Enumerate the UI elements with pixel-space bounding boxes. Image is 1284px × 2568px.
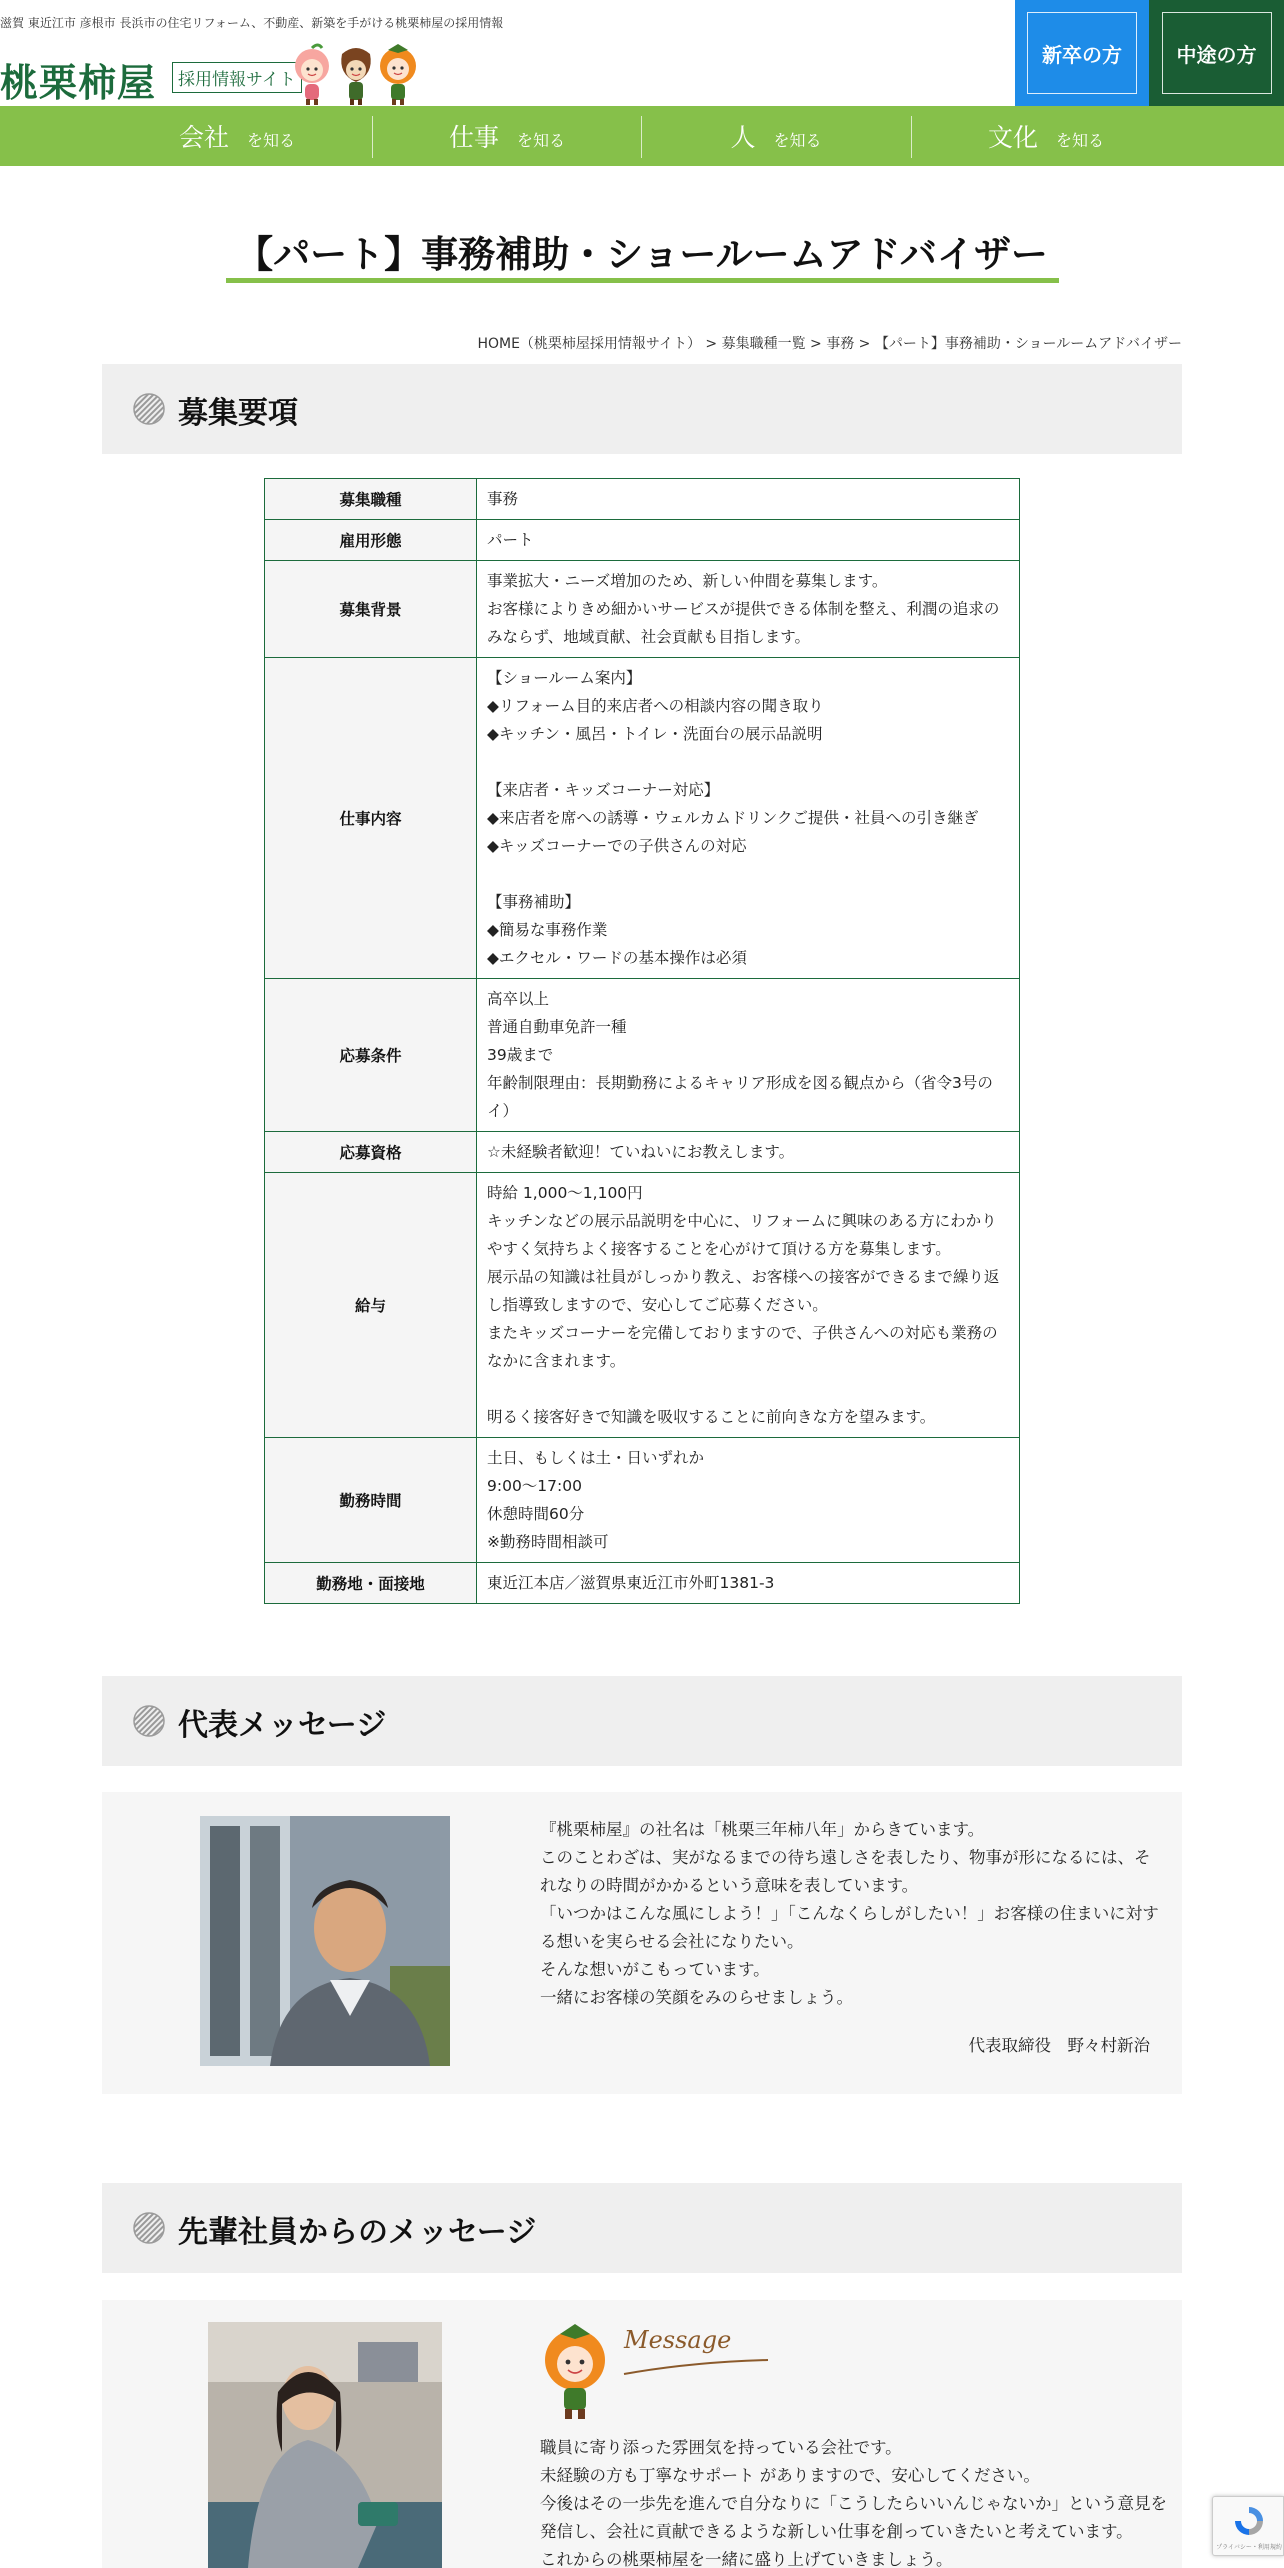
row-label: 応募資格 bbox=[265, 1132, 477, 1173]
row-label: 給与 bbox=[265, 1173, 477, 1438]
row-value-line: 事業拡大・ニーズ増加のため、新しい仲間を募集します。 bbox=[487, 572, 888, 590]
page-title: 【パート】事務補助・ショールームアドバイザー bbox=[236, 233, 1048, 276]
table-row bbox=[265, 479, 1020, 520]
nav-item-culture[interactable] bbox=[911, 106, 1181, 166]
row-value-line: ◆キッズコーナーでの子供さんの対応 bbox=[487, 837, 747, 855]
row-value-line: 土日、もしくは土・日いずれか bbox=[487, 1449, 705, 1467]
row-value bbox=[477, 979, 1020, 1132]
row-value-line: お客様によりきめ細かいサービスが提供できる体制を整え、利潤の追求のみならず、地域貢献、社会貢献も目指します。 bbox=[487, 600, 1000, 646]
mid-career-label[interactable]: 中途の方 bbox=[1162, 12, 1272, 94]
message-line: これからの桃栗柿屋を一緒に盛り上げていきましょう。 bbox=[540, 2550, 953, 2568]
row-value-line: パート bbox=[487, 531, 534, 549]
ceo-signature: 代表取締役 野々村新治 bbox=[968, 2036, 1150, 2055]
global-nav bbox=[0, 106, 1284, 166]
row-label: 仕事内容 bbox=[265, 658, 477, 979]
mascot-characters-icon bbox=[292, 40, 422, 106]
row-label: 雇用形態 bbox=[265, 520, 477, 561]
row-value-line: 休憩時間60分 bbox=[487, 1505, 585, 1523]
message-line: 「いつかはこんな風にしよう！」「こんなくらしがしたい！」お客様の住まいに対する想いを実らせる会社になりたい。 bbox=[540, 1904, 1159, 1951]
ceo-message-text bbox=[540, 1816, 1160, 2012]
mid-career-button[interactable] bbox=[1149, 0, 1284, 106]
recaptcha-badge[interactable] bbox=[1212, 2496, 1284, 2556]
row-value bbox=[477, 1438, 1020, 1563]
recruitment-table bbox=[264, 478, 1020, 1604]
new-graduate-button[interactable] bbox=[1015, 0, 1149, 106]
row-value-line bbox=[487, 748, 1009, 776]
section-title: 先輩社員からのメッセージ bbox=[178, 2215, 537, 2250]
site-tagline: 滋賀 東近江市 彦根市 長浜市の住宅リフォーム、不動産、新築を手がける桃栗柿屋の採用情報 bbox=[0, 16, 504, 30]
recaptcha-label[interactable]: プライバシー・利用規約 bbox=[1216, 2544, 1282, 2551]
nav-item-label: 文化 bbox=[987, 123, 1038, 152]
row-value-line: 【事務補助】 bbox=[487, 893, 581, 911]
table-row bbox=[265, 1173, 1020, 1438]
nav-item-sublabel: を知る bbox=[773, 130, 822, 150]
row-value bbox=[477, 658, 1020, 979]
row-value-line: ※勤務時間相談可 bbox=[487, 1533, 609, 1551]
row-value-line: ◆エクセル・ワードの基本操作は必須 bbox=[487, 949, 747, 967]
nav-item-sublabel: を知る bbox=[517, 130, 566, 150]
row-value-line bbox=[487, 1375, 1009, 1403]
senior-message-box bbox=[102, 2300, 1182, 2568]
row-value-line: 普通自動車免許一種 bbox=[487, 1018, 627, 1036]
senior-photo bbox=[208, 2322, 442, 2568]
nav-item-company[interactable] bbox=[102, 106, 372, 166]
row-label: 募集背景 bbox=[265, 561, 477, 658]
row-value bbox=[477, 520, 1020, 561]
row-value-line: ☆未経験者歓迎！ていねいにお教えします。 bbox=[487, 1143, 795, 1161]
section-title: 代表メッセージ bbox=[178, 1708, 387, 1743]
site-logo[interactable]: 桃栗柿屋 bbox=[0, 61, 157, 105]
nav-item-sublabel: を知る bbox=[1056, 130, 1105, 150]
table-row bbox=[265, 561, 1020, 658]
striped-circle-icon bbox=[132, 1704, 166, 1738]
row-value-line: 事務 bbox=[487, 490, 519, 508]
message-badge: Message bbox=[624, 2326, 732, 2354]
logo-subtitle: 採用情報サイト bbox=[172, 62, 302, 93]
table-row bbox=[265, 1438, 1020, 1563]
nav-item-work[interactable] bbox=[372, 106, 642, 166]
nav-item-label: 会社 bbox=[178, 123, 229, 152]
table-row bbox=[265, 658, 1020, 979]
row-value-line: 高卒以上 bbox=[487, 990, 550, 1008]
striped-circle-icon bbox=[132, 392, 166, 426]
message-line: 一緒にお客様の笑顔をみのらせましょう。 bbox=[540, 1988, 854, 2007]
row-value-line: キッチンなどの展示品説明を中心に、リフォームに興味のある方にわかりやすく気持ちよく接客することを心がけて頂ける方を募集します。 bbox=[487, 1212, 997, 1258]
nav-item-sublabel: を知る bbox=[247, 130, 296, 150]
message-line: そんな想いがこもっています。 bbox=[540, 1960, 770, 1979]
row-value bbox=[477, 1563, 1020, 1604]
section-title: 募集要項 bbox=[178, 396, 298, 431]
row-value-line: 時給 1,000～1,100円 bbox=[487, 1184, 643, 1202]
nav-item-people[interactable] bbox=[641, 106, 911, 166]
row-value-line: ◆来店者を席への誘導・ウェルカムドリンクご提供・社員への引き継ぎ bbox=[487, 809, 979, 827]
message-line: 職員に寄り添った雰囲気を持っている会社です。 bbox=[540, 2438, 902, 2457]
senior-message-text bbox=[540, 2434, 1176, 2568]
row-label: 応募条件 bbox=[265, 979, 477, 1132]
swash-decoration bbox=[622, 2358, 772, 2378]
row-value-line: ◆簡易な事務作業 bbox=[487, 921, 608, 939]
recaptcha-icon bbox=[1231, 2503, 1267, 2539]
persimmon-mascot-icon bbox=[538, 2322, 612, 2422]
message-line: 今後はその一歩先を進んで自分なりに「こうしたらいいんじゃないか」という意見を発信し、会社に貢献できるような新しい仕事を創っていきたいと考えています。 bbox=[540, 2494, 1167, 2541]
title-underline bbox=[226, 278, 1059, 283]
table-row bbox=[265, 979, 1020, 1132]
site-header bbox=[0, 0, 1284, 106]
row-value-line: 東近江本店／滋賀県東近江市外町1381-3 bbox=[487, 1574, 775, 1592]
nav-item-label: 人 bbox=[730, 123, 756, 152]
row-value-line: ◆キッチン・風呂・トイレ・洗面台の展示品説明 bbox=[487, 725, 823, 743]
section-header-ceo bbox=[102, 1676, 1182, 1766]
row-value-line: 【ショールーム案内】 bbox=[487, 669, 642, 687]
ceo-photo bbox=[200, 1816, 450, 2066]
nav-item-label: 仕事 bbox=[448, 123, 499, 152]
row-value bbox=[477, 1132, 1020, 1173]
row-value-line: 【来店者・キッズコーナー対応】 bbox=[487, 781, 720, 799]
message-line: このことわざは、実がなるまでの待ち遠しさを表したり、物事が形になるには、それなりの時間がかかるという意味を表しています。 bbox=[540, 1848, 1151, 1895]
ceo-message-box bbox=[102, 1792, 1182, 2094]
row-value-line: 9:00～17:00 bbox=[487, 1477, 582, 1495]
section-header-recruit bbox=[102, 364, 1182, 454]
new-graduate-label[interactable]: 新卒の方 bbox=[1027, 12, 1137, 94]
row-value bbox=[477, 479, 1020, 520]
row-value bbox=[477, 561, 1020, 658]
breadcrumb[interactable]: HOME（桃栗柿屋採用情報サイト） > 募集職種一覧 > 事務 > 【パート】事務補助・ショールームアドバイザー bbox=[477, 336, 1182, 352]
row-label: 募集職種 bbox=[265, 479, 477, 520]
table-row bbox=[265, 1563, 1020, 1604]
row-value-line: またキッズコーナーを完備しておりますので、子供さんへの対応も業務のなかに含まれます。 bbox=[487, 1324, 998, 1370]
table-row bbox=[265, 1132, 1020, 1173]
message-line: 未経験の方も丁寧なサポート がありますので、安心してください。 bbox=[540, 2466, 1040, 2485]
row-value-line: 明るく接客好きで知識を吸収することに前向きな方を望みます。 bbox=[487, 1408, 936, 1426]
row-value-line: ◆リフォーム目的来店者への相談内容の聞き取り bbox=[487, 697, 824, 715]
striped-circle-icon bbox=[132, 2211, 166, 2245]
table-row bbox=[265, 520, 1020, 561]
section-header-senior bbox=[102, 2183, 1182, 2273]
row-value-line: 39歳まで bbox=[487, 1046, 554, 1064]
row-value bbox=[477, 1173, 1020, 1438]
row-label: 勤務地・面接地 bbox=[265, 1563, 477, 1604]
message-line: 『桃栗柿屋』の社名は「桃栗三年柿八年」からきています。 bbox=[540, 1820, 985, 1839]
row-value-line bbox=[487, 860, 1009, 888]
row-label: 勤務時間 bbox=[265, 1438, 477, 1563]
row-value-line: 展示品の知識は社員がしっかり教え、お客様への接客ができるまで繰り返し指導致しますので、安心してご応募ください。 bbox=[487, 1268, 1000, 1314]
row-value-line: 年齢制限理由：長期勤務によるキャリア形成を図る観点から（省令3号のイ） bbox=[487, 1074, 993, 1120]
